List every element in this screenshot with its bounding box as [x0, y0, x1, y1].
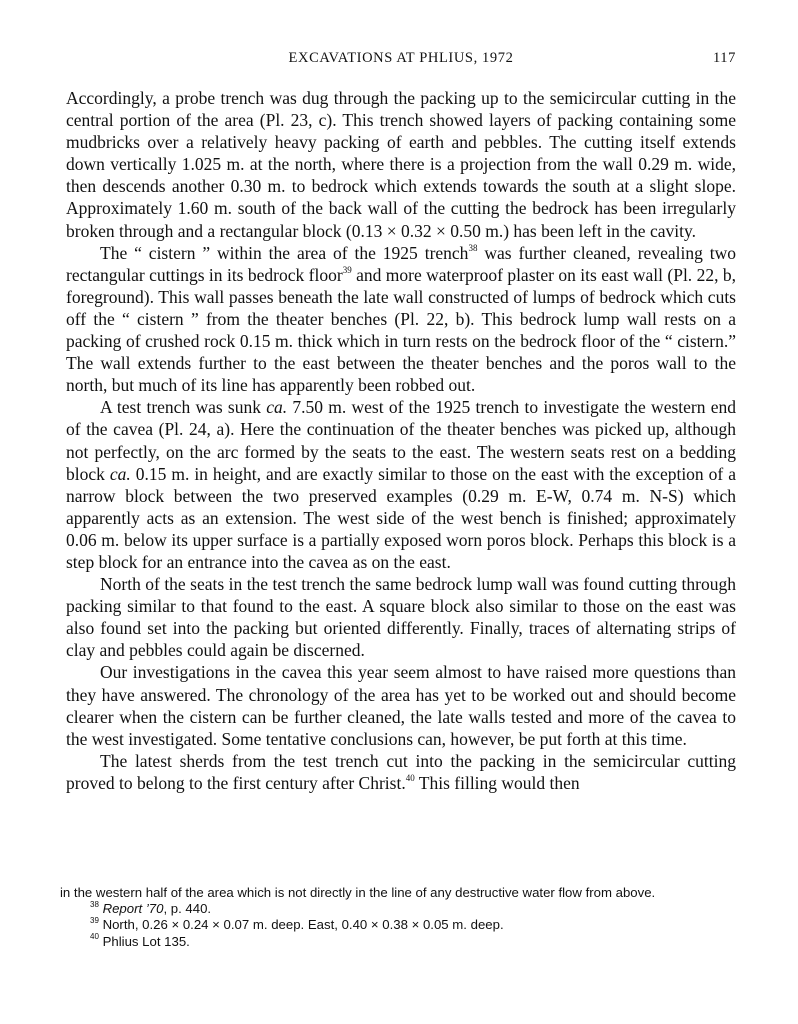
circa-abbrev: ca. [266, 397, 288, 418]
footnote-ref-38: 38 [468, 242, 478, 253]
paragraph-2 [66, 242, 736, 397]
footnote-continuation: in the western half of the area which is not directly in the line of any destructive water flow from above. [60, 885, 656, 900]
paragraph-3-part-a: A test trench was sunk [100, 397, 267, 418]
running-header [66, 50, 736, 74]
footnote-38 [60, 901, 736, 917]
footnote-number: 38 [90, 899, 99, 909]
footnote-text: North, 0.26 × 0.24 × 0.07 m. deep. East, 0.40 × 0.38 × 0.05 m. deep. [102, 917, 504, 933]
paragraph-2-part-c: and more waterproof plaster on its east wall (Pl. 22, b, foreground). This wall passes beneath the late wall constructed of lumps of bedrock which cuts off the “ cistern ” from the theater benches (Pl. 22, b). This bedrock lump wall rests on a packing of crushed rock 0.15 m. thick which in turn rests on the bedrock floor of the “ cistern.” The wall extends further to the east between the theater benches and the poros wall to the north, but much of its line has apparently been robbed out. [66, 264, 736, 396]
paragraph-2-part-a: The “ cistern ” within the area of the 1925 trench [100, 242, 469, 263]
footnote-ref-40: 40 [405, 773, 415, 784]
footnote-number: 39 [90, 916, 99, 926]
footnotes [60, 885, 736, 950]
footnote-text: Phlius Lot 135. [102, 933, 190, 949]
footnote-number: 40 [90, 932, 99, 942]
paragraph-6-part-a: The latest sherds from the test trench cut into the packing in the semicircular cutting proved to belong to the first century after Christ. [66, 750, 736, 793]
paragraph-4: North of the seats in the test trench the same bedrock lump wall was found cutting through packing similar to that found to the east. A square block also similar to those on the east was also found set into the packing but oriented differently. Finally, traces of alternating strips of clay and pebbles could again be discerned. [66, 574, 736, 661]
paragraph-5: Our investigations in the cavea this year seem almost to have raised more questions than they have answered. The chronology of the area has yet to be worked out and should become clearer when the cistern can be further cleaned, the late walls tested and more of the cavea to the west investigated. Some tentative conclusions can, however, be put forth at this time. [66, 662, 736, 749]
paragraph-3-part-c: 0.15 m. in height, and are exactly similar to those on the east with the exception of a narrow block between the two preserved examples (0.29 m. E-W, 0.74 m. N-S) which apparently acts as an extension. The west side of the west bench is finished; approximately 0.06 m. below its upper surface is a partially exposed worn poros block. Perhaps this block is a step block for an entrance into the cavea as on the east. [66, 463, 736, 572]
paragraph-2-part-b: was further cleaned, revealing two rectangular cuttings in its bedrock floor [66, 242, 736, 285]
circa-abbrev: ca. [109, 463, 131, 484]
paragraph-6 [66, 750, 736, 794]
footnote-39 [60, 917, 736, 933]
footnote-text: , p. 440. [163, 901, 212, 917]
footnote-40 [60, 934, 736, 950]
page-number: 117 [712, 50, 736, 66]
footnote-ref-39: 39 [342, 264, 352, 275]
paragraph-1: Accordingly, a probe trench was dug through the packing up to the semicircular cutting in the central portion of the area (Pl. 23, c). This trench showed layers of packing containing some mudbricks over a relatively heavy packing of earth and pebbles. The cutting itself extends down vertically 1.025 m. at the north, where there is a projection from the wall 0.29 m. wide, then descends another 0.30 m. to bedrock which extends towards the south at a slight slope. Approximately 1.60 m. south of the back wall of the cutting the bedrock has been irregularly broken through and a rectangular block (0.13 × 0.32 × 0.50 m.) has been left in the cavity. [66, 88, 736, 241]
main-text [66, 87, 736, 794]
running-title: EXCAVATIONS AT PHLIUS, 1972 [288, 50, 514, 66]
paragraph-3-part-b: 7.50 m. west of the 1925 trench to investigate the western end of the cavea (Pl. 24, a). Here the continuation of the theater benches was picked up, although not perfectly, on the arc formed by the seats to the east. The western seats rest on a bedding block [66, 397, 736, 484]
paragraph-3 [66, 396, 736, 573]
footnote-cited-title: Report ’70 [102, 901, 164, 917]
paragraph-6-part-b: This filling would then [414, 772, 580, 793]
